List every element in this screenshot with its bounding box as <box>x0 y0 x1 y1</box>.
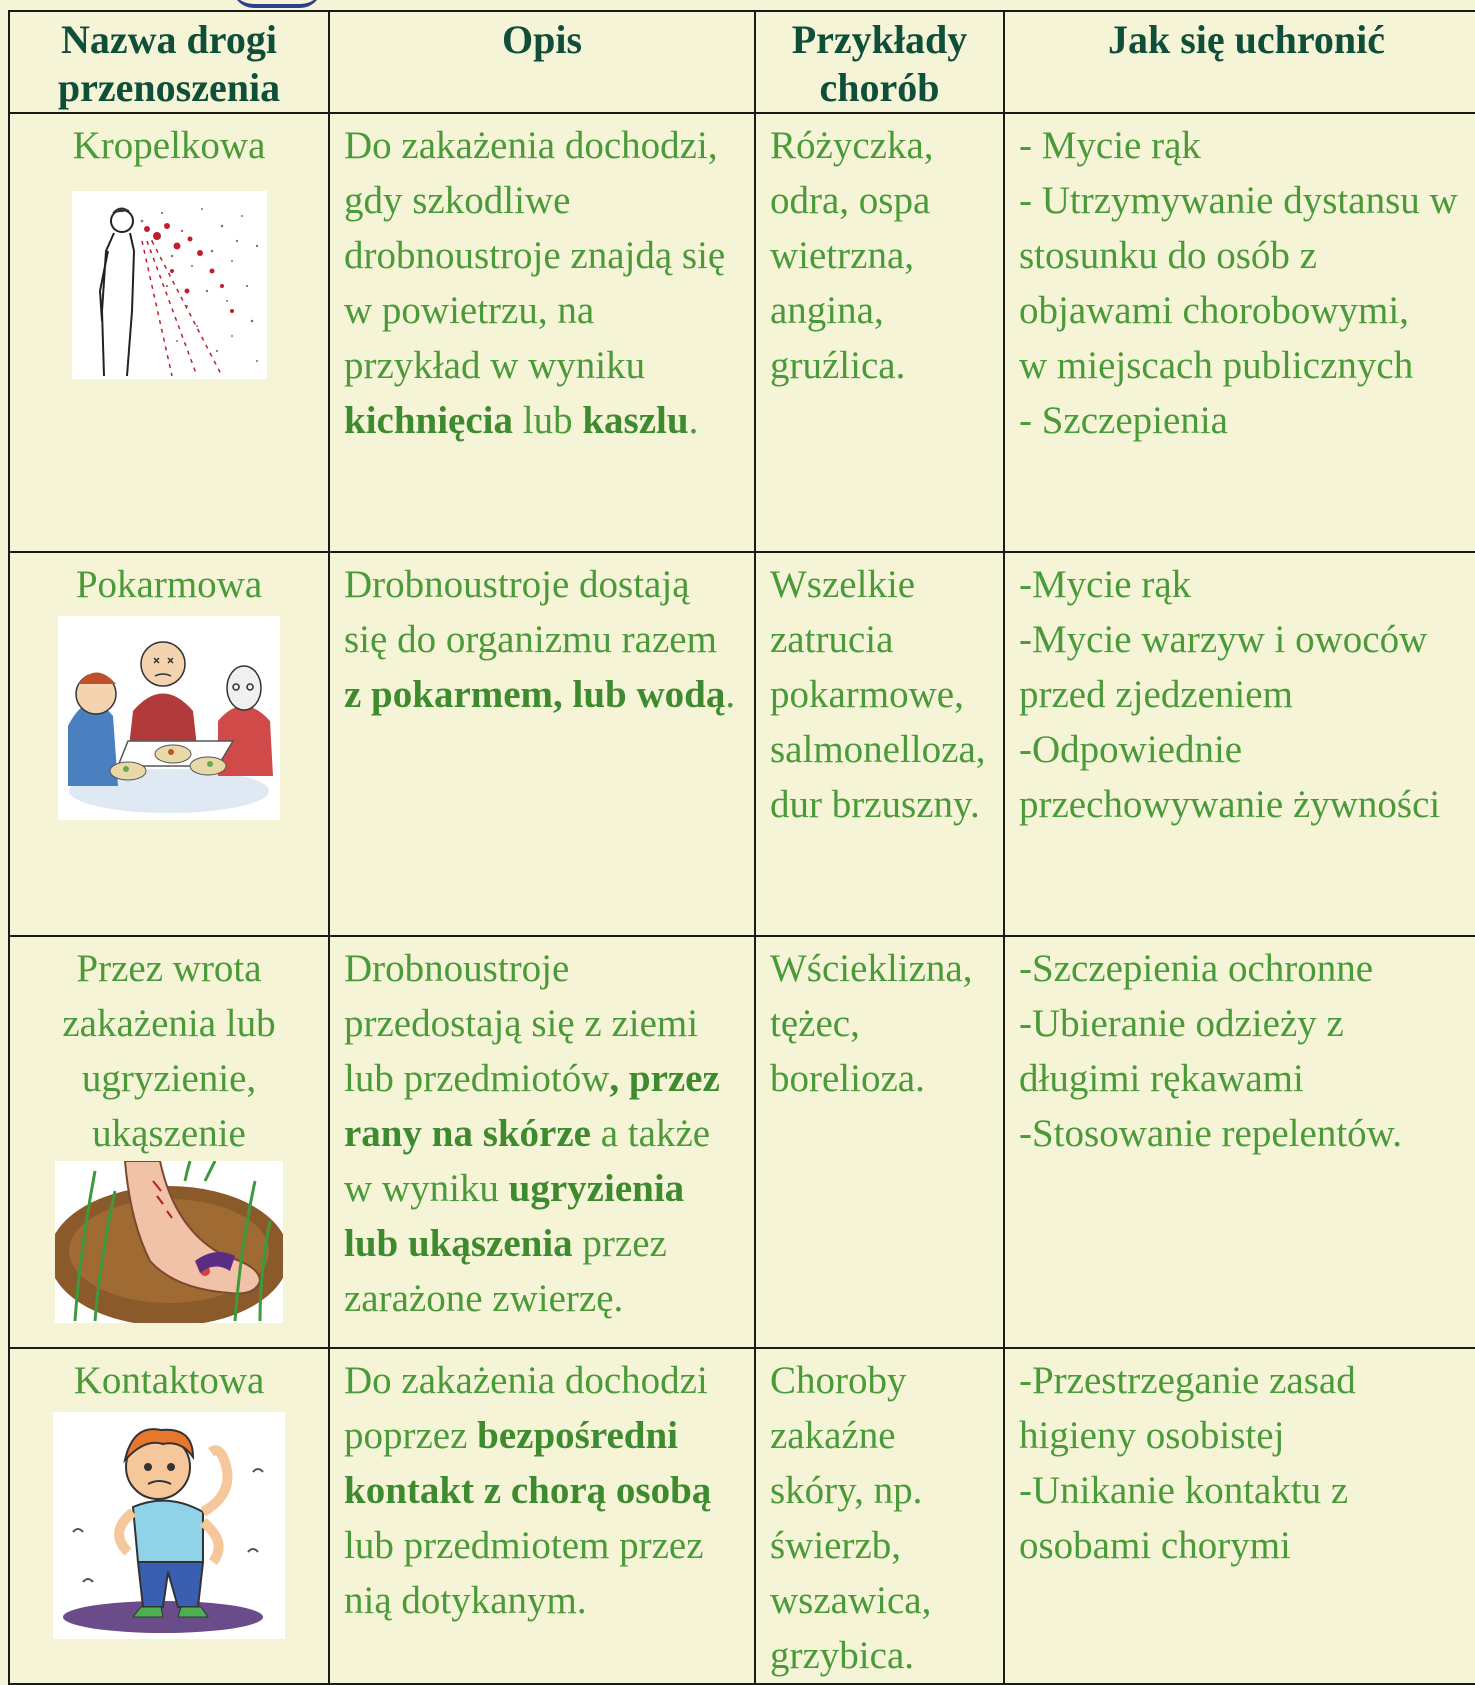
description-cell <box>329 1348 755 1684</box>
route-description: Drobnoustroje przedostają się z ziemi lub przedmiotów, przez rany na skórze a także w wyniku ugryzienia lub ukąszenia przez zarażone zwierzę. <box>344 947 720 1320</box>
disease-examples: Choroby zakaźne skóry, np. świerzb, wszawica, grzybica. <box>770 1359 932 1677</box>
route-name-cell <box>9 936 329 1348</box>
examples-cell <box>755 113 1004 552</box>
prevention-cell <box>1004 113 1475 552</box>
sick-people-at-table-illustration <box>58 616 280 820</box>
prevention-cell <box>1004 552 1475 936</box>
header-examples: Przykłady chorób <box>755 11 1004 113</box>
description-cell <box>329 552 755 936</box>
header-description: Opis <box>329 11 755 113</box>
prevention-measures: - Mycie rąk - Utrzymywanie dystansu w stosunku do osób z objawami chorobowymi, w miejscach publicznych - Szczepienia <box>1019 124 1458 442</box>
prevention-measures: -Przestrzeganie zasad higieny osobistej -Unikanie kontaktu z osobami chorymi <box>1019 1359 1356 1567</box>
table-row <box>9 113 1475 552</box>
route-name: Kropelkowa <box>72 124 266 167</box>
route-name-cell <box>9 113 329 552</box>
route-name: Pokarmowa <box>75 563 263 606</box>
prevention-cell <box>1004 936 1475 1348</box>
route-description: Drobnoustroje dostają się do organizmu razem z pokarmem, lub wodą. <box>344 563 736 716</box>
wounded-foot-illustration <box>55 1161 283 1323</box>
disease-examples: Wścieklizna, tężec, borelioza. <box>770 947 973 1100</box>
header-route-name: Nazwa drogi przenoszenia <box>9 11 329 113</box>
transmission-routes-table <box>8 10 1475 1685</box>
examples-cell <box>755 552 1004 936</box>
route-description: Do zakażenia dochodzi poprzez bezpośredni kontakt z chorą osobą lub przedmiotem przez nią dotykanym. <box>344 1359 712 1622</box>
route-name: Kontaktowa <box>73 1359 265 1402</box>
table-row <box>9 1348 1475 1684</box>
description-cell <box>329 113 755 552</box>
prevention-measures: -Szczepienia ochronne -Ubieranie odzieży z długimi rękawami -Stosowanie repelentów. <box>1019 947 1403 1155</box>
route-name: Przez wrota zakażenia lub ugryzienie, ukąszenie <box>62 947 276 1155</box>
logo-fragment <box>232 0 322 8</box>
sneezing-person-illustration <box>72 191 267 379</box>
scratching-boy-illustration <box>53 1412 285 1639</box>
table-header-row <box>9 11 1475 113</box>
examples-cell <box>755 1348 1004 1684</box>
table-row <box>9 552 1475 936</box>
header-prevention: Jak się uchronić <box>1004 11 1475 113</box>
route-name-cell <box>9 552 329 936</box>
route-name-cell <box>9 1348 329 1684</box>
disease-examples: Różyczka, odra, ospa wietrzna, angina, gruźlica. <box>770 124 934 387</box>
examples-cell <box>755 936 1004 1348</box>
route-description: Do zakażenia dochodzi, gdy szkodliwe drobnoustroje znajdą się w powietrzu, na przykład w wyniku kichnięcia lub kaszlu. <box>344 124 726 442</box>
prevention-cell <box>1004 1348 1475 1684</box>
description-cell <box>329 936 755 1348</box>
disease-examples: Wszelkie zatrucia pokarmowe, salmonelloza, dur brzuszny. <box>770 563 986 826</box>
table-row <box>9 936 1475 1348</box>
prevention-measures: -Mycie rąk -Mycie warzyw i owoców przed zjedzeniem -Odpowiednie przechowywanie żywności <box>1019 563 1441 826</box>
